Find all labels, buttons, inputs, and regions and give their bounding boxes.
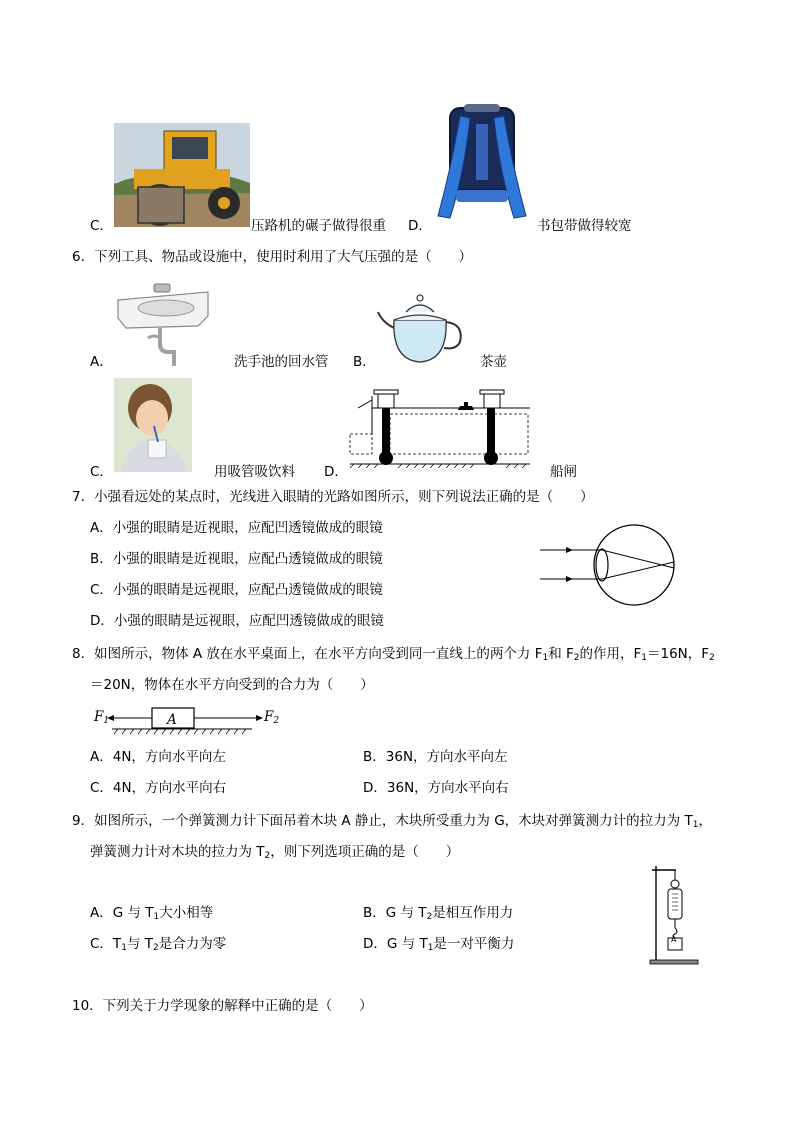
q6-option-d-caption: 船闸: [550, 464, 577, 480]
q6-option-d-letter: D．: [324, 464, 348, 480]
q5-option-c-letter: C．: [90, 218, 113, 234]
q9-stem-line2: 弹簧测力计对木块的拉力为 $T_2$，则下列选项正确的是（ ）: [90, 844, 460, 861]
q9-option-c: C．$T_1$与 $T_2$是合力为零: [90, 936, 227, 953]
eye-light-path-diagram: [540, 522, 680, 610]
teapot-image: [376, 292, 466, 364]
force-label-f1: $F_1$: [94, 709, 110, 726]
force-diagram: [92, 706, 288, 736]
backpack-image: [434, 104, 532, 224]
q7-option-c: C．小强的眼睛是远视眼，应配凸透镜做成的眼镜: [90, 582, 383, 598]
force-label-f2: $F_2$: [264, 709, 280, 726]
q8-option-c: C．4N，方向水平向右: [90, 780, 227, 796]
q8-option-d: D．36N，方向水平向右: [363, 780, 509, 796]
q6-stem: 6．下列工具、物品或设施中，使用时利用了大气压强的是（ ）: [72, 249, 473, 265]
q8-option-a: A．4N，方向水平向左: [90, 749, 226, 765]
q9-option-b: B．G 与 $T_2$是相互作用力: [363, 905, 514, 922]
q7-option-d: D．小强的眼睛是远视眼，应配凹透镜做成的眼镜: [90, 613, 384, 629]
spring-scale-diagram: [646, 862, 700, 968]
q7-stem: 7．小强看远处的某点时，光线进入眼睛的光路如图所示，则下列说法正确的是（ ）: [72, 489, 594, 505]
ship-lock-diagram: [350, 386, 530, 468]
q8-option-b: B．36N，方向水平向左: [363, 749, 508, 765]
q6-option-c-letter: C．: [90, 464, 113, 480]
q6-option-a-caption: 洗手池的回水管: [234, 354, 329, 370]
q7-option-b: B．小强的眼睛是近视眼，应配凸透镜做成的眼镜: [90, 551, 383, 567]
q9-stem-line1: 9．如图所示，一个弹簧测力计下面吊着木块 A 静止，木块所受重力为 G，木块对弹簧测力计的拉力为 $T_1$，: [72, 813, 712, 830]
road-roller-image: [114, 123, 250, 227]
q9-option-d: D．G 与 $T_1$是一对平衡力: [363, 936, 515, 953]
q6-option-c-caption: 用吸管吸饮料: [214, 464, 295, 480]
q5-option-d-letter: D．: [408, 218, 432, 234]
q5-option-d-caption: 书包带做得较宽: [537, 218, 632, 234]
q6-option-a-letter: A．: [90, 354, 113, 370]
q6-option-b-letter: B．: [353, 354, 376, 370]
object-a-label: A: [167, 712, 177, 728]
straw-drink-image: [114, 378, 192, 472]
q8-stem-line1: 8．如图所示，物体 A 放在水平桌面上，在水平方向受到同一直线上的两个力 $F_1$和 $F_2$的作用，$F_1=16N$，$F_2$: [72, 646, 715, 663]
q7-option-a: A．小强的眼睛是近视眼，应配凹透镜做成的眼镜: [90, 520, 383, 536]
q5-option-c-caption: 压路机的碾子做得很重: [251, 218, 386, 234]
q9-option-a: A．G 与 $T_1$大小相等: [90, 905, 214, 922]
q8-stem-line2: ＝20N，物体在水平方向受到的合力为（ ）: [90, 677, 374, 693]
q10-stem: 10．下列关于力学现象的解释中正确的是（ ）: [72, 998, 373, 1014]
spring-scale-block-label: A: [671, 935, 677, 944]
q6-option-b-caption: 茶壶: [480, 354, 507, 370]
sink-drain-image: [114, 282, 212, 366]
